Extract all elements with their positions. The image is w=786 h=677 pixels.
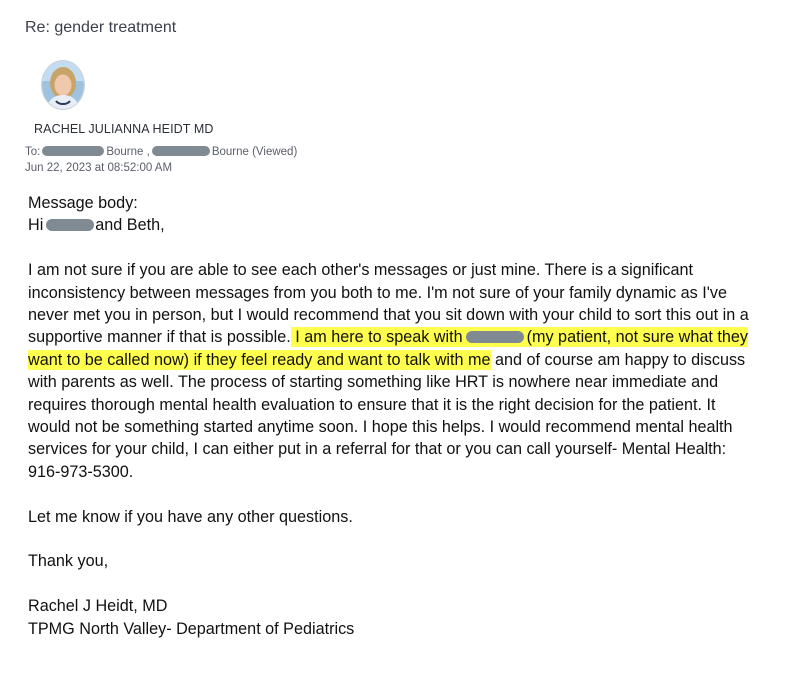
- email-subject: Re: gender treatment: [25, 19, 177, 36]
- sent-date: Jun 22, 2023 at 08:52:00 AM: [25, 162, 173, 174]
- highlight-b: (my patient, not sure what they want to be called now) if they feel ready and want to talk with me: [28, 328, 748, 369]
- signature-department: TPMG North Valley- Department of Pediatrics: [28, 619, 355, 638]
- sender-name[interactable]: RACHEL JULIANNA HEIDT MD: [34, 122, 214, 136]
- sender-avatar: [41, 60, 85, 110]
- to-label: To:: [25, 146, 41, 159]
- recipient-1: Bourne ,: [106, 146, 150, 159]
- highlight-redaction-wrap: [463, 327, 527, 347]
- para1-rest: and of course am happy to discuss with parents as well. The process of starting something like HRT is nowhere near immediate and requires thorough mental health evaluation to ensure that it is the right decision for the patient. It would not be something started anytime soon. I hope this helps. I would recommend mental health services for your child, I can either put in a referral for that or you can call yourself- Mental Health: 916-973-5300.: [28, 350, 746, 481]
- message-body: [28, 192, 758, 640]
- recipients-line: [25, 146, 297, 158]
- body-label: Message body:: [28, 194, 138, 212]
- redaction-patient-name: [466, 331, 524, 343]
- greeting: [28, 214, 758, 236]
- redaction-recipient-1: [42, 146, 104, 156]
- greeting-rest: and Beth,: [95, 216, 165, 235]
- redaction-recipient-2: [152, 146, 210, 156]
- body-paragraph-3: Thank you,: [28, 552, 109, 571]
- highlight-a: I am here to speak with: [290, 328, 463, 347]
- redaction-parent-name: [46, 219, 94, 231]
- body-paragraph-1: [28, 259, 758, 483]
- para1-plain: I am not sure if you are able to see each other's messages or just mine. There is a significant inconsistency between messages from you both to me. I'm not sure of your family dynamic as I've never met you in person, but I would recommend that you sit down with your child to sort this out in a supportive manner if that is possible.: [28, 261, 749, 347]
- avatar-photo-icon: [42, 61, 84, 109]
- body-paragraph-2: Let me know if you have any other questions.: [28, 507, 353, 526]
- signature-name: Rachel J Heidt, MD: [28, 597, 168, 616]
- greeting-hi: Hi: [28, 216, 44, 235]
- recipient-2: Bourne (Viewed): [211, 146, 298, 159]
